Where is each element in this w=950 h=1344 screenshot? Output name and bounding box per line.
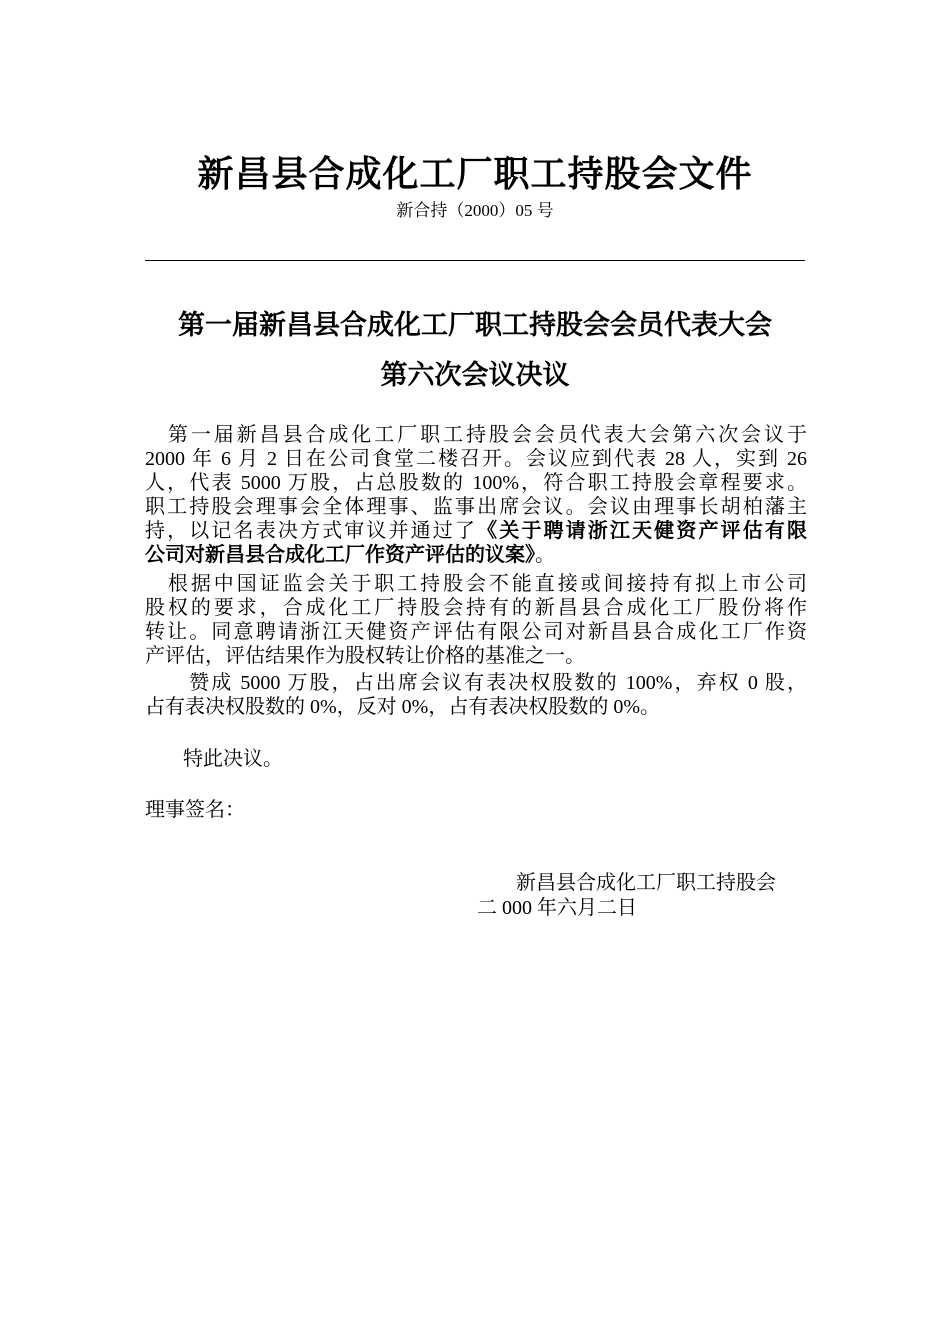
paragraph-line: 根据中国证监会关于职工持股会不能直接或间接持有拟上市公司 [145, 573, 807, 595]
paragraph-transfer-reason [145, 572, 807, 668]
paragraph-line: 产评估，评估结果作为股权转让价格的基准之一。 [145, 645, 585, 667]
paragraph-line: 占有表决权股数的 0%，反对 0%，占有表决权股数的 0%。 [145, 696, 660, 718]
paragraph-line: 职工持股会理事会全体理事、监事出席会议。会议由理事长胡柏藩主 [145, 496, 807, 518]
text-plain: 持，以记名表决方式审议并通过了 [145, 520, 478, 542]
closing-statement: 特此决议。 [183, 748, 283, 770]
document-header-title: 新昌县合成化工厂职工持股会文件 [197, 154, 753, 194]
paragraph-line: 第一届新昌县合成化工厂职工持股会会员代表大会第六次会议于 [145, 424, 807, 446]
paragraph-line: 转让。同意聘请浙江天健资产评估有限公司对新昌县合成化工厂作资 [145, 621, 807, 643]
paragraph-line: 股权的要求，合成化工厂持股会持有的新昌县合成化工厂股份将作 [145, 597, 807, 619]
signature-label: 理事签名： [145, 799, 245, 821]
resolution-title-line-2: 第六次会议决议 [380, 360, 570, 390]
document-number: 新合持（2000）05 号 [396, 201, 554, 220]
paragraph-line [145, 543, 807, 567]
paragraph-line: 人，代表 5000 万股，占总股数的 100%，符合职工持股会章程要求。 [145, 472, 807, 494]
paragraph-line [145, 519, 807, 543]
issue-date: 二 000 年六月二日 [477, 897, 637, 919]
proposal-title-part-1: 《关于聘请浙江天健资产评估有限 [477, 520, 808, 542]
paragraph-line: 赞成 5000 万股，占出席会议有表决权股数的 100%，弃权 0 股， [145, 672, 807, 694]
paragraph-vote-result [145, 671, 807, 719]
issuer-name: 新昌县合成化工厂职工持股会 [516, 872, 776, 894]
paragraph-line: 2000 年 6 月 2 日在公司食堂二楼召开。会议应到代表 28 人，实到 26 [145, 448, 807, 470]
header-divider [145, 260, 805, 261]
proposal-title-part-2: 公司对新昌县合成化工厂作资产评估的议案》 [145, 544, 535, 566]
paragraph-meeting-summary [145, 423, 807, 567]
resolution-title-line-1: 第一届新昌县合成化工厂职工持股会会员代表大会 [178, 310, 772, 340]
text-plain: 。 [535, 544, 555, 566]
